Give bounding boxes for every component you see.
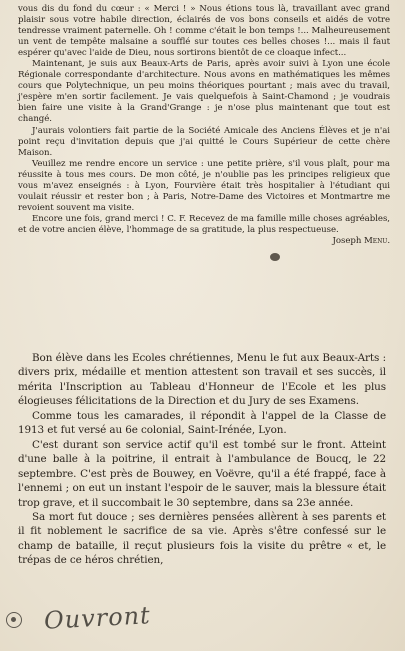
bio-paragraph-1: Bon élève dans les Ecoles chrétiennes, Menu le fut aux Beaux-Arts : divers prix, médaille et mention attestent son travail et ses succès, il mérita l'Inscription au Tableau d'Honneur de l'Ecole et les plus élogieuses félicitations de la Direction et du Jury de ses Examens.	[18, 352, 386, 408]
letter-paragraph-1: vous dis du fond du cœur : « Merci ! » Nous étions tous là, travaillant avec grand plaisir sous votre habile direction, éclairés de vos bons conseils et aidés de votre tendresse vraiment paternelle. Oh ! comme c'était le bon temps !... Malheureusement un vent de tempête malsaine a soufflé sur toutes ces belles choses !... mais il faut espérer qu'avec l'aide de Dieu, nous sortirons bientôt de ce cloaque infect...	[18, 4, 390, 59]
letter-signature	[18, 236, 390, 247]
bio-paragraph-4: Sa mort fut douce ; ses dernières pensées allèrent à ses parents et il fit noblement le sacrifice de sa vie. Après s'être confessé sur le champ de bataille, il reçut plusieurs fois la visite du prêtre « et, le trépas de ce héros chrétien,	[18, 510, 386, 567]
signature-surname: Menu	[364, 235, 388, 246]
circle-stamp-icon	[6, 612, 22, 628]
biography-text	[18, 351, 386, 568]
letter-excerpt	[18, 4, 390, 247]
bio-paragraph-2: Comme tous les camarades, il répondit à l'appel de la Classe de 1913 et fut versé au 6e colonial, Saint-Irénée, Lyon.	[18, 409, 386, 437]
letter-paragraph-2: Maintenant, je suis aux Beaux-Arts de Paris, après avoir suivi à Lyon une école Régionale correspondante d'architecture. Nous avons en mathématiques les mêmes cours que Polytechnique, un peu moins théoriques pourtant ; mais avec du travail, j'espère m'en sortir facilement. Je vais quelquefois à Saint-Chamond ; je voudrais bien faire une visite à la Grand'Grange : je n'ose plus maintenant que tout est changé.	[18, 59, 390, 125]
letter-paragraph-3: J'aurais volontiers fait partie de la Société Amicale des Anciens Élèves et je n'ai point reçu d'invitation depuis que j'ai quitté le Cours Supérieur de cette chère Maison.	[18, 125, 390, 158]
bio-paragraph-3: C'est durant son service actif qu'il est tombé sur le front. Atteint d'une balle à la poitrine, il entrait à l'ambulance de Boucq, le 22 septembre. C'est près de Bouwey, en Voëvre, qu'il a été frappé, face à l'ennemi ; on eut un instant l'espoir de le sauver, mais la blessure était trop grave, et il succombait le 30 septembre, dans sa 23e année.	[18, 438, 386, 509]
signature-first-name: Joseph	[332, 235, 365, 246]
letter-paragraph-4: Veuillez me rendre encore un service : une petite prière, s'il vous plaît, pour ma réussite à tous mes cours. De mon côté, je n'oublie pas les principes religieux que vous m'avez enseignés : à Lyon, Fourvière était très hospitalier à l'étudiant qui voulait réussir et rester bon ; à Paris, Notre-Dame des Victoires et Montmartre me revoient souvent ma visite.	[18, 158, 390, 213]
ink-blot	[270, 253, 280, 261]
letter-paragraph-5: Encore une fois, grand merci ! C. F. Recevez de ma famille mille choses agréables, et de votre ancien élève, l'hommage de sa gratitude, la plus respectueuse.	[18, 213, 390, 235]
signature-period: .	[387, 235, 390, 246]
handwritten-annotation: Ouvront	[43, 601, 152, 635]
